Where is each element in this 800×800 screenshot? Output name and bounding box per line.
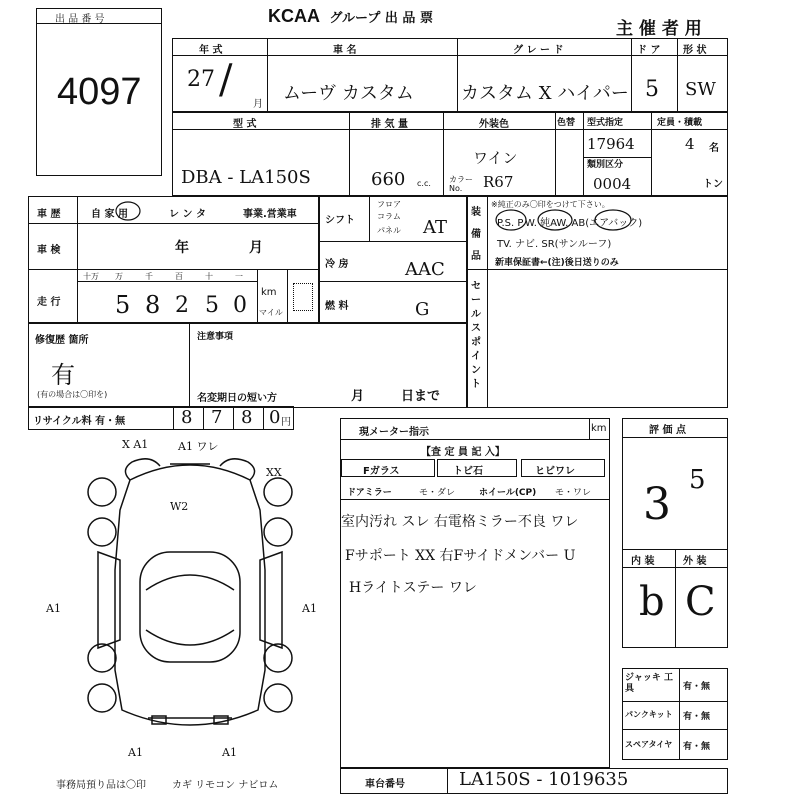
repair-value: 有 bbox=[51, 361, 75, 389]
recycle-digit: 0 bbox=[269, 407, 281, 428]
name-change-day: 日まで bbox=[401, 389, 441, 404]
digit-label-1k: 千 bbox=[145, 272, 153, 281]
displacement-unit: c.c. bbox=[417, 179, 431, 188]
diagram-note-front-center: A1 ワレ bbox=[178, 440, 219, 453]
ac-label: 冷 房 bbox=[325, 259, 349, 270]
sale-point-label-5: ポ bbox=[471, 337, 481, 348]
meter-block bbox=[340, 418, 610, 768]
notes-label: 注意事項 bbox=[197, 332, 234, 342]
mileage-label: 走 行 bbox=[37, 297, 61, 308]
category-value: 0004 bbox=[593, 175, 632, 193]
doors-value: 5 bbox=[645, 77, 659, 102]
equipment-note: ※純正のみ〇印をつけて下さい。 bbox=[491, 200, 610, 209]
exterior-label: 外 装 bbox=[683, 556, 707, 567]
capacity-unit: 名 bbox=[709, 143, 719, 154]
interior-value: b bbox=[639, 579, 665, 625]
sale-point-label-6: イ bbox=[471, 351, 481, 362]
month-suffix: 月 bbox=[253, 99, 263, 110]
fglass-label: Fガラス bbox=[363, 466, 400, 477]
displacement-label: 排 気 量 bbox=[371, 119, 408, 130]
brand-name: KCAA bbox=[268, 6, 320, 26]
vehicle-spec-row bbox=[172, 112, 728, 196]
category-label: 類別区分 bbox=[587, 160, 624, 170]
history-business: 事業.営業車 bbox=[243, 209, 297, 220]
remark-line-2: Fサポート XX 右Fサイドメンバー U bbox=[345, 548, 576, 564]
drivetrain-block bbox=[318, 196, 468, 324]
digit-label-100k: 十万 bbox=[83, 272, 99, 281]
sale-point-label-2: ー bbox=[471, 295, 481, 306]
year-label: 年 式 bbox=[199, 45, 223, 56]
lot-number-box bbox=[36, 8, 162, 176]
exterior-color-label: 外装色 bbox=[479, 119, 509, 130]
km-label: km bbox=[261, 287, 277, 298]
puncture-label: パンクキット bbox=[625, 710, 673, 719]
history-private: 自 家 用 bbox=[91, 209, 128, 220]
history-block bbox=[28, 196, 320, 324]
capacity-label: 定員・積載 bbox=[657, 118, 703, 128]
exterior-color-value: ワイン bbox=[473, 149, 518, 167]
model-label: 車 名 bbox=[333, 45, 357, 56]
spare-label: スペアタイヤ bbox=[625, 740, 673, 749]
shape-value: SW bbox=[685, 79, 716, 100]
repair-hint: (有の場合は〇印を) bbox=[37, 390, 108, 399]
meter-unit: km bbox=[591, 423, 607, 434]
diagram-note-left: A1 bbox=[46, 602, 61, 615]
shift-option-panel: パネル bbox=[377, 226, 401, 235]
load-unit: トン bbox=[703, 179, 723, 190]
inspection-label: 車 検 bbox=[37, 245, 61, 256]
recycle-digit: 8 bbox=[181, 407, 193, 428]
equipment-line-1: P.S. P.W. 純AW. AB(エアバック) bbox=[497, 218, 643, 229]
equipment-label-3: 品 bbox=[471, 251, 481, 262]
digit-label-10: 十 bbox=[205, 272, 213, 281]
chassis-row bbox=[340, 768, 728, 794]
sale-point-label-3: ル bbox=[471, 309, 481, 320]
equipment-label-2: 備 bbox=[471, 229, 481, 240]
office-label: 事務局預り品は〇印 bbox=[56, 780, 146, 791]
title-text: グループ 出 品 票 bbox=[329, 11, 433, 26]
shift-label: シフト bbox=[325, 215, 355, 226]
sponsor-label: 主 催 者 用 bbox=[616, 19, 702, 39]
equipment-label-1: 装 bbox=[471, 207, 481, 218]
mile-label: マイル bbox=[259, 308, 283, 317]
inspection-month: 月 bbox=[249, 240, 263, 256]
lot-number-label: 出 品 番 号 bbox=[55, 14, 105, 25]
evaluation-block bbox=[622, 418, 728, 648]
office-items: カギ リモコン ナビロム bbox=[172, 780, 279, 791]
digit-label-10k: 万 bbox=[115, 272, 123, 281]
remark-line-1: 室内汚れ スレ 右電格ミラー不良 ワレ bbox=[341, 514, 579, 530]
lot-number: 4097 bbox=[57, 71, 142, 113]
grade-label: グ レ ー ド bbox=[513, 45, 564, 56]
sale-point-label-4: ス bbox=[471, 323, 481, 334]
door-mirror-options: モ・ダレ bbox=[419, 488, 456, 498]
interior-label: 内 装 bbox=[631, 556, 655, 567]
mileage-digit: 8 bbox=[145, 291, 161, 319]
form-title bbox=[268, 6, 433, 27]
recycle-label: リサイクル料 有・無 bbox=[33, 416, 126, 427]
fuel-value: G bbox=[415, 299, 430, 320]
digit-label-1: 一 bbox=[235, 272, 243, 281]
history-label: 車 歴 bbox=[37, 209, 61, 220]
inspector-header: 【査 定 員 記 入】 bbox=[421, 447, 505, 458]
equipment-circle-marks bbox=[491, 207, 671, 233]
shape-label: 形 状 bbox=[683, 45, 707, 56]
score-main: 3 bbox=[643, 479, 671, 530]
shift-option-column: コラム bbox=[377, 212, 401, 221]
sale-point-label-8: ト bbox=[471, 379, 481, 390]
wheel-options: モ・ワレ bbox=[555, 488, 592, 498]
type-label: 型 式 bbox=[233, 119, 257, 130]
color-change-label: 色替 bbox=[557, 118, 576, 128]
mileage-digit: 0 bbox=[233, 293, 247, 318]
doors-label: ド ア bbox=[637, 45, 661, 56]
chassis-label: 車台番号 bbox=[365, 779, 405, 790]
diagram-note-front-left: X A1 bbox=[122, 438, 149, 451]
color-code-label: カラー No. bbox=[449, 175, 473, 193]
wheel-label: ホイール(CP) bbox=[479, 488, 537, 498]
history-circle-mark bbox=[113, 199, 143, 223]
color-code-value: R67 bbox=[483, 173, 514, 191]
recycle-digit: 7 bbox=[211, 407, 223, 428]
sale-point-label-1: セ bbox=[471, 281, 481, 292]
fuel-label: 燃 料 bbox=[325, 301, 349, 312]
capacity-value: 4 bbox=[685, 135, 695, 153]
vehicle-basic-row bbox=[172, 38, 728, 112]
crack-label: ヒビワレ bbox=[535, 466, 575, 477]
model-designation-label: 型式指定 bbox=[587, 118, 624, 128]
model-value: ムーヴ カスタム bbox=[283, 83, 414, 104]
remark-line-3: Hライトステー ワレ bbox=[349, 580, 477, 596]
grade-value: カスタム X ハイパー bbox=[461, 83, 629, 104]
repair-block bbox=[28, 322, 468, 408]
mileage-digit: 5 bbox=[205, 293, 219, 318]
chassis-value: LA150S - 1019635 bbox=[459, 769, 629, 790]
diagram-note-front-right: XX bbox=[266, 466, 282, 479]
mileage-digit: 5 bbox=[115, 291, 131, 319]
recycle-row bbox=[28, 406, 294, 430]
name-change-month: 月 bbox=[351, 389, 365, 404]
tobi-label: トビ石 bbox=[453, 466, 483, 477]
score-sup: 5 bbox=[689, 465, 706, 495]
inspection-year: 年 bbox=[175, 240, 189, 256]
name-change-label: 名変期日の短い方 bbox=[197, 393, 277, 404]
digit-label-100: 百 bbox=[175, 272, 183, 281]
displacement-value: 660 bbox=[371, 169, 406, 190]
equipment-block bbox=[466, 196, 728, 408]
sale-point-label-7: ン bbox=[471, 365, 481, 376]
recycle-unit: 円 bbox=[281, 417, 291, 428]
shift-option-floor: フロア bbox=[377, 200, 401, 209]
vehicle-damage-diagram bbox=[60, 440, 320, 760]
mile-checkbox bbox=[293, 283, 313, 311]
tools-block bbox=[622, 668, 728, 760]
puncture-value: 有・無 bbox=[683, 712, 711, 722]
jack-value: 有・無 bbox=[683, 682, 711, 692]
meter-label: 現メーター指示 bbox=[359, 427, 429, 438]
door-mirror-label: ドアミラー bbox=[347, 488, 392, 498]
mileage-digit: 2 bbox=[175, 293, 189, 318]
type-value: DBA - LA150S bbox=[181, 167, 311, 188]
model-designation-value: 17964 bbox=[587, 135, 635, 153]
ac-value: AAC bbox=[405, 259, 445, 280]
spare-value: 有・無 bbox=[683, 742, 711, 752]
history-rental: レ ン タ bbox=[169, 209, 206, 220]
recycle-digit: 8 bbox=[241, 407, 253, 428]
diagram-note-rear-left: A1 bbox=[128, 746, 143, 759]
jack-label: ジャッキ 工 具 bbox=[625, 673, 673, 694]
year-value: 27 bbox=[187, 67, 215, 92]
equipment-line-3: 新車保証書←(注)後日送りのみ bbox=[495, 258, 619, 268]
shift-value: AT bbox=[423, 217, 448, 238]
equipment-line-2: TV. ナビ. SR(サンルーフ) bbox=[497, 239, 612, 250]
diagram-note-rear-right: A1 bbox=[222, 746, 237, 759]
repair-label: 修復歴 箇所 bbox=[35, 335, 89, 346]
evaluation-label: 評 価 点 bbox=[649, 425, 686, 436]
exterior-value: C bbox=[685, 579, 716, 625]
year-slash: / bbox=[219, 57, 233, 103]
diagram-note-right: A1 bbox=[302, 602, 317, 615]
diagram-note-hood: W2 bbox=[170, 500, 189, 513]
